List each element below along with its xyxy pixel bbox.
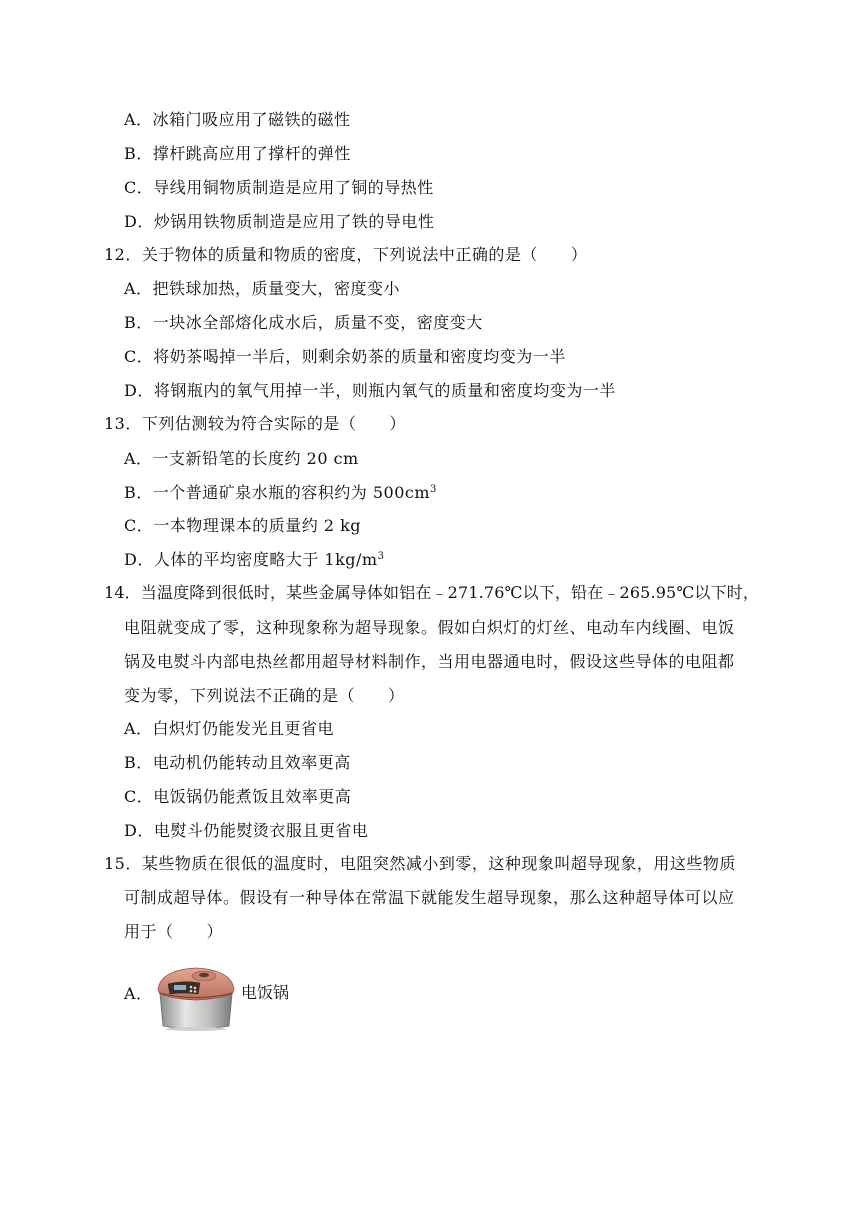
question-15-stem-line-3: 用于（ ）: [124, 922, 224, 941]
question-12-option-a: A．把铁球加热，质量变大，密度变小: [124, 279, 401, 298]
question-12-stem: 12．关于物体的质量和物质的密度，下列说法中正确的是（ ）: [104, 245, 588, 264]
question-14-stem-line-2: 电阻就变成了零，这种现象称为超导现象。假如白炽灯的灯丝、电动车内线圈、电饭: [124, 618, 735, 637]
question-15-option-a-label: 电饭锅: [241, 983, 290, 1002]
question-14-stem-line-1: 14．当温度降到很低时，某些金属导体如铝在﹣271.76℃以下，铅在﹣265.95℃以下时，: [104, 583, 760, 602]
prev-option-a: A．冰箱门吸应用了磁铁的磁性: [124, 110, 351, 129]
question-12-option-d: D．将钢瓶内的氧气用掉一半，则瓶内氧气的质量和密度均变为一半: [124, 381, 616, 400]
question-13-stem: 13．下列估测较为符合实际的是（ ）: [104, 414, 406, 433]
question-14-option-d: D．电熨斗仍能熨烫衣服且更省电: [124, 821, 369, 840]
question-13-option-d: [124, 550, 384, 570]
question-14-option-b: B．电动机仍能转动且效率更高: [124, 753, 351, 772]
prev-option-d: D．炒锅用铁物质制造是应用了铁的导电性: [124, 212, 435, 231]
question-14-option-a: A．白炽灯仍能发光且更省电: [124, 719, 335, 738]
question-13-option-b-text: B．一个普通矿泉水瓶的容积约为 500cm: [124, 483, 431, 502]
question-15-stem-line-2: 可制成超导体。假设有一种导体在常温下就能发生超导现象，那么这种超导体可以应: [124, 888, 735, 907]
superscript: 3: [377, 551, 385, 562]
prev-option-c: C．导线用铜物质制造是应用了铜的导热性: [124, 178, 434, 197]
superscript: 3: [430, 484, 437, 495]
question-15-option-a-letter: A．: [124, 984, 153, 1003]
question-14-option-c: C．电饭锅仍能煮饭且效率更高: [124, 787, 352, 806]
question-12-option-b: B．一块冰全部熔化成水后，质量不变，密度变大: [124, 313, 483, 332]
question-14-stem-line-3: 锅及电熨斗内部电热丝都用超导材料制作，当用电器通电时，假设这些导体的电阻都: [124, 652, 735, 671]
question-13-option-c: C．一本物理课本的质量约 2 kg: [124, 516, 362, 535]
question-13-option-a: A．一支新铅笔的长度约 20 cm: [124, 449, 359, 468]
prev-option-b: B．撑杆跳高应用了撑杆的弹性: [124, 144, 351, 163]
question-14-stem-line-4: 变为零，下列说法不正确的是（ ）: [124, 686, 405, 705]
question-15-stem-line-1: 15．某些物质在很低的温度时，电阻突然减小到零，这种现象叫超导现象，用这些物质: [104, 854, 736, 873]
rice-cooker-image: [154, 960, 238, 1032]
question-13-option-b: [124, 483, 437, 503]
question-12-option-c: C．将奶茶喝掉一半后，则剩余奶茶的质量和密度均变为一半: [124, 347, 566, 366]
question-13-option-d-text: D．人体的平均密度略大于 1kg/m: [124, 550, 378, 569]
